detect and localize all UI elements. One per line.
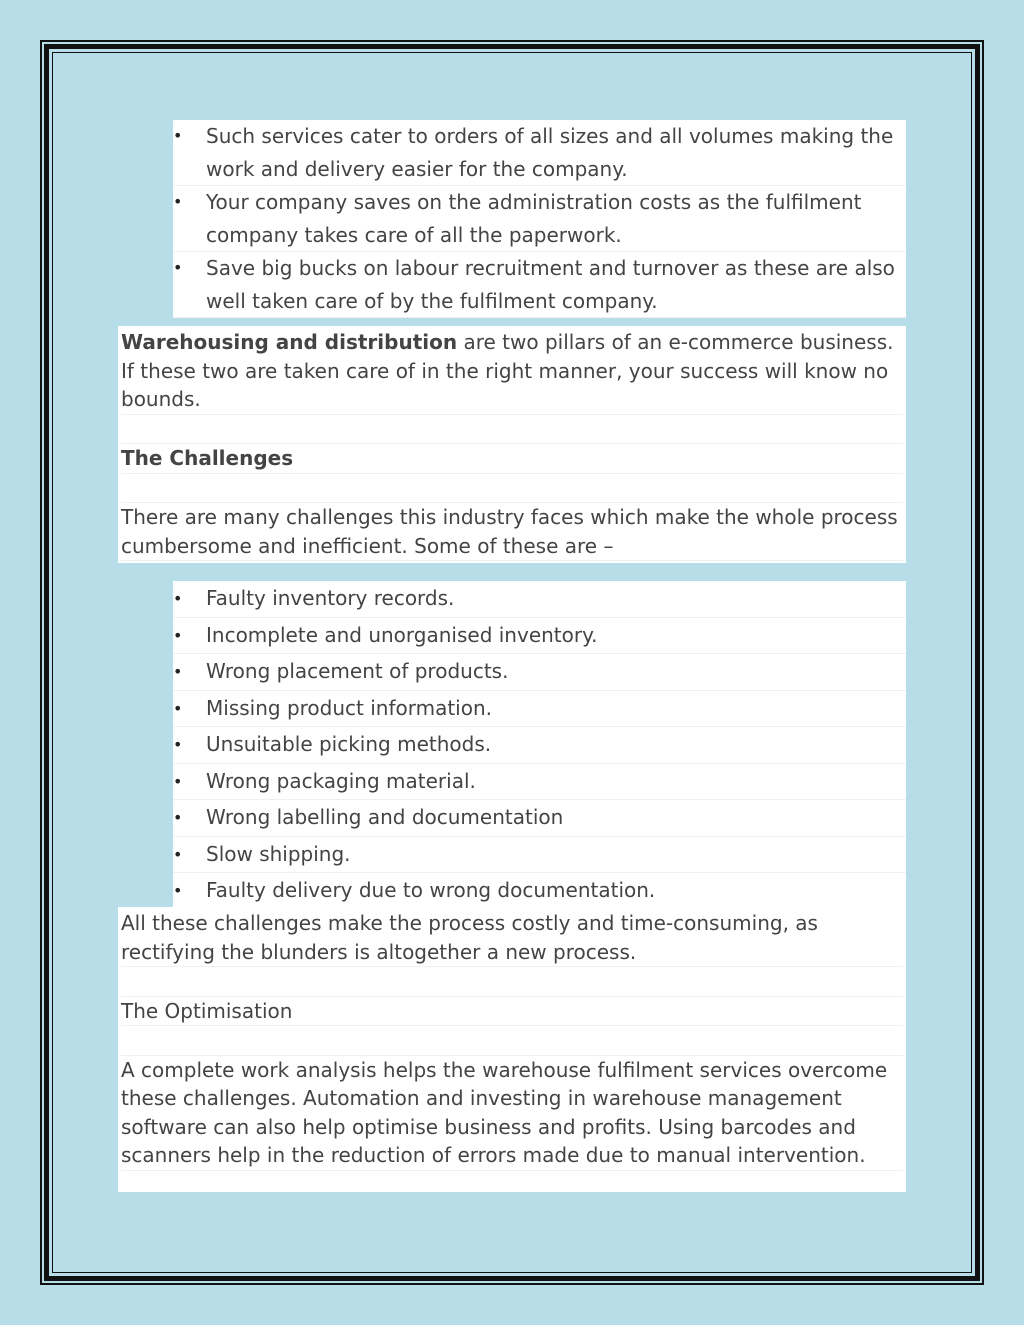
challenges-intro: There are many challenges this industry faces which make the whole process cumbersome and inefficient. Some of these are – xyxy=(121,503,903,561)
challenges-panel xyxy=(173,581,906,910)
benefits-list xyxy=(173,120,906,318)
spacer xyxy=(121,967,903,997)
spacer xyxy=(121,474,903,504)
challenges-heading: The Challenges xyxy=(121,444,903,474)
list-item: • Missing product information. xyxy=(173,691,906,728)
list-item: • Unsuitable picking methods. xyxy=(173,727,906,764)
challenges-list xyxy=(173,581,906,910)
list-item: • Slow shipping. xyxy=(173,837,906,874)
list-item: • Such services cater to orders of all sizes and all volumes making the work and delivery easier for the company. xyxy=(173,120,906,186)
optimisation-text: A complete work analysis helps the warehouse fulfilment services overcome these challenges. Automation and investing in warehouse management software can also help optimise business and profits. Using barcodes and scanners help in the reduction of errors made due to manual intervention. xyxy=(121,1056,903,1171)
list-item: • Your company saves on the administration costs as the fulfilment company takes care of all the paperwork. xyxy=(173,186,906,252)
list-item: • Wrong packaging material. xyxy=(173,764,906,801)
warehousing-paragraph xyxy=(121,328,903,415)
spacer xyxy=(121,1026,903,1056)
list-item: • Wrong placement of products. xyxy=(173,654,906,691)
list-item: • Save big bucks on labour recruitment and turnover as these are also well taken care of by the fulfilment company. xyxy=(173,252,906,318)
benefits-panel xyxy=(173,120,906,318)
list-item: • Incomplete and unorganised inventory. xyxy=(173,618,906,655)
warehousing-text: are two pillars of an e-commerce business. If these two are taken care of in the right manner, your success will know no bounds. xyxy=(121,330,894,411)
spacer xyxy=(121,415,903,445)
list-item: • Wrong labelling and documentation xyxy=(173,800,906,837)
warehousing-bold-lead: Warehousing and distribution xyxy=(121,330,458,354)
challenges-intro-panel xyxy=(118,326,906,563)
optimisation-panel xyxy=(118,907,906,1192)
list-item: • Faulty delivery due to wrong documentation. xyxy=(173,873,906,910)
list-item: • Faulty inventory records. xyxy=(173,581,906,618)
challenges-summary: All these challenges make the process costly and time-consuming, as rectifying the blunders is altogether a new process. xyxy=(121,909,903,967)
optimisation-heading: The Optimisation xyxy=(121,997,903,1027)
